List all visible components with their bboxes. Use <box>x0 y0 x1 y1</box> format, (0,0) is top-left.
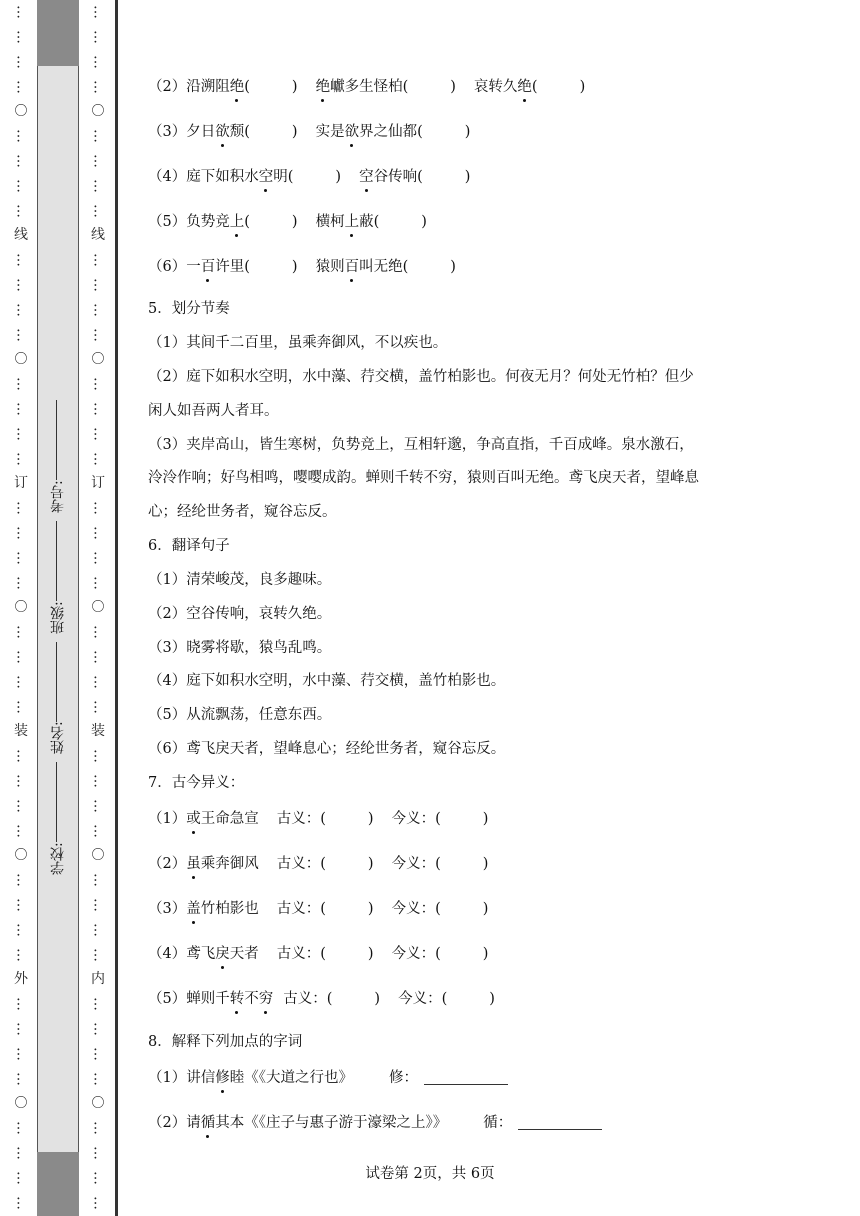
seal-dots: … <box>90 302 107 317</box>
seal-dots: … <box>13 674 30 689</box>
seal-dots: … <box>13 402 30 417</box>
seal-dots: … <box>13 253 30 268</box>
seal-dots: … <box>13 650 30 665</box>
seal-dots: … <box>13 302 30 317</box>
q6-line: （4）庭下如积水空明，水中藻、荇交横，盖竹柏影也。 <box>148 673 506 689</box>
seal-dots: … <box>90 278 107 293</box>
seal-dots: … <box>13 526 30 541</box>
seal-dots: … <box>90 749 107 764</box>
seal-circle-icon: 〇 <box>91 847 105 863</box>
emphasized-char: 百 <box>345 255 360 276</box>
emphasized-char: 绝 <box>316 75 331 96</box>
q5-line: 闲人如吾两人者耳。 <box>148 403 279 419</box>
seal-dots: … <box>13 749 30 764</box>
seal-dots: … <box>90 426 107 441</box>
seal-dots: … <box>13 1195 30 1210</box>
emphasized-char: 空 <box>359 165 374 186</box>
q5-line: （1）其间千二百里，虽乘奔御风，不以疾也。 <box>148 335 448 351</box>
seal-circle-icon: 〇 <box>91 352 105 368</box>
seal-dots: … <box>90 1121 107 1136</box>
binding-margin <box>0 0 118 1216</box>
q6-line: （2）空谷传响，哀转久绝。 <box>148 606 332 622</box>
q6-line: （3）晓雾将歇，猿鸟乱鸣。 <box>148 640 332 656</box>
seal-dots: … <box>13 898 30 913</box>
q5-title: 5．划分节奏 <box>148 301 230 317</box>
seal-dots: … <box>90 575 107 590</box>
emphasized-char: 循 <box>201 1111 216 1132</box>
seal-circle-icon: 〇 <box>14 847 28 863</box>
q7-item: （1）或王命急宣 古义：( ) 今义：( ) <box>148 807 488 828</box>
seal-dots: … <box>90 699 107 714</box>
seal-label: 订 <box>91 475 105 492</box>
binding-top-block <box>37 0 79 66</box>
q8-title: 8．解释下列加点的字词 <box>148 1034 303 1050</box>
page-footer: 试卷第 2页，共 6页 <box>365 1166 495 1182</box>
seal-dots: … <box>13 922 30 937</box>
seal-dots: … <box>90 625 107 640</box>
inner-seal-line <box>89 0 107 1216</box>
seal-dots: … <box>13 54 30 69</box>
seal-label: 装 <box>91 723 105 739</box>
seal-dots: … <box>13 1071 30 1086</box>
seal-dots: … <box>90 451 107 466</box>
q6-line: （5）从流飘荡，任意东西。 <box>148 707 332 723</box>
q6-title: 6．翻译句子 <box>148 538 230 554</box>
seal-dots: … <box>13 1046 30 1061</box>
seal-dots: … <box>13 1146 30 1161</box>
seal-dots: … <box>13 129 30 144</box>
seal-label: 线 <box>14 227 28 244</box>
seal-dots: … <box>13 5 30 20</box>
seal-label: 订 <box>14 475 28 492</box>
seal-circle-icon: 〇 <box>91 600 105 616</box>
q8-item: （1）讲信修睦《《大道之行也》 修： <box>148 1066 508 1087</box>
student-info-fields <box>44 355 72 875</box>
field-class: 班级: <box>48 521 68 634</box>
seal-dots: … <box>13 278 30 293</box>
emphasized-char: 上 <box>230 210 245 231</box>
seal-dots: … <box>90 253 107 268</box>
seal-dots: … <box>13 823 30 838</box>
seal-dots: … <box>90 129 107 144</box>
seal-dots: … <box>13 774 30 789</box>
q4-item: （2）沿溯阻绝( ) 绝巘多生怪柏( ) 哀转久绝( ) <box>148 75 585 96</box>
seal-circle-icon: 〇 <box>91 104 105 120</box>
emphasized-char: 空 <box>259 165 274 186</box>
field-exam-number: 考号: <box>48 400 68 513</box>
field-school: 学校: <box>48 762 68 875</box>
q6-line: （6）鸢飞戾天者，望峰息心；经纶世务者，窥谷忘反。 <box>148 741 506 757</box>
seal-dots: … <box>90 501 107 516</box>
seal-label: 内 <box>91 970 105 987</box>
seal-label: 装 <box>14 723 28 739</box>
outer-seal-line <box>12 0 30 1216</box>
q4-item: （6）一百许里( ) 猿则百叫无绝( ) <box>148 255 456 276</box>
seal-dots: … <box>90 54 107 69</box>
seal-circle-icon: 〇 <box>91 1095 105 1111</box>
q7-item: （2）虽乘奔御风 古义：( ) 今义：( ) <box>148 852 488 873</box>
emphasized-char: 转 <box>230 987 245 1008</box>
seal-dots: … <box>13 426 30 441</box>
seal-dots: … <box>13 1170 30 1185</box>
q4-item: （5）负势竞上( ) 横柯上蔽( ) <box>148 210 427 231</box>
seal-dots: … <box>13 30 30 45</box>
emphasized-char: 盖 <box>186 897 201 918</box>
emphasized-char: 修 <box>215 1066 230 1087</box>
q6-line: （1）清荣峻茂，良多趣味。 <box>148 572 332 588</box>
seal-dots: … <box>90 947 107 962</box>
emphasized-char: 或 <box>186 807 201 828</box>
seal-dots: … <box>90 922 107 937</box>
emphasized-char: 绝 <box>517 75 532 96</box>
q4-item: （3）夕日欲颓( ) 实是欲界之仙都( ) <box>148 120 470 141</box>
seal-dots: … <box>13 451 30 466</box>
seal-dots: … <box>13 699 30 714</box>
q4-item: （4）庭下如积水空明( ) 空谷传响( ) <box>148 165 470 186</box>
seal-dots: … <box>13 203 30 218</box>
seal-dots: … <box>90 327 107 342</box>
seal-dots: … <box>90 873 107 888</box>
seal-dots: … <box>90 1146 107 1161</box>
answer-underline[interactable] <box>424 1070 508 1085</box>
seal-dots: … <box>13 947 30 962</box>
seal-dots: … <box>90 1195 107 1210</box>
binding-border-line <box>115 0 118 1216</box>
seal-dots: … <box>90 674 107 689</box>
seal-dots: … <box>90 30 107 45</box>
q5-line: （3）夹岸高山，皆生寒树，负势竞上，互相轩邈，争高直指，千百成峰。泉水激石， <box>148 437 694 453</box>
seal-dots: … <box>90 377 107 392</box>
emphasized-char: 欲 <box>215 120 230 141</box>
seal-dots: … <box>90 823 107 838</box>
emphasized-char: 穷 <box>259 987 274 1008</box>
seal-dots: … <box>13 550 30 565</box>
seal-dots: … <box>13 501 30 516</box>
q8-item: （2）请循其本《《庄子与惠子游于濠梁之上》》 循： <box>148 1111 602 1132</box>
answer-underline[interactable] <box>518 1115 602 1130</box>
q5-line: 心；经纶世务者，窥谷忘反。 <box>148 504 337 520</box>
seal-dots: … <box>90 1046 107 1061</box>
seal-dots: … <box>90 402 107 417</box>
seal-dots: … <box>13 327 30 342</box>
emphasized-char: 百 <box>201 255 216 276</box>
seal-dots: … <box>13 1022 30 1037</box>
seal-dots: … <box>90 997 107 1012</box>
seal-circle-icon: 〇 <box>14 352 28 368</box>
seal-dots: … <box>90 526 107 541</box>
q7-title: 7．古今异义： <box>148 775 245 791</box>
seal-dots: … <box>90 203 107 218</box>
seal-circle-icon: 〇 <box>14 600 28 616</box>
q5-line: （2）庭下如积水空明，水中藻、荇交横，盖竹柏影也。何夜无月？何处无竹柏？但少 <box>148 369 694 385</box>
seal-dots: … <box>13 625 30 640</box>
q5-line: 泠泠作响；好鸟相鸣，嘤嘤成韵。蝉则千转不穷，猿则百叫无绝。鸢飞戾天者，望峰息 <box>148 470 699 486</box>
seal-dots: … <box>13 178 30 193</box>
seal-dots: … <box>13 997 30 1012</box>
emphasized-char: 绝 <box>230 75 245 96</box>
seal-dots: … <box>90 898 107 913</box>
seal-circle-icon: 〇 <box>14 1095 28 1111</box>
seal-label: 外 <box>14 970 28 987</box>
emphasized-char: 欲 <box>345 120 360 141</box>
emphasized-char: 虽 <box>186 852 201 873</box>
seal-dots: … <box>90 798 107 813</box>
emphasized-char: 上 <box>345 210 360 231</box>
field-name: 姓名: <box>48 642 68 755</box>
seal-dots: … <box>13 79 30 94</box>
emphasized-char: 戾 <box>215 942 230 963</box>
seal-dots: … <box>13 377 30 392</box>
seal-dots: … <box>13 154 30 169</box>
seal-dots: … <box>13 873 30 888</box>
seal-dots: … <box>90 154 107 169</box>
seal-label: 线 <box>91 227 105 244</box>
q7-item: （4）鸢飞戾天者 古义：( ) 今义：( ) <box>148 942 488 963</box>
seal-dots: … <box>90 774 107 789</box>
seal-dots: … <box>90 1170 107 1185</box>
seal-dots: … <box>13 1121 30 1136</box>
seal-dots: … <box>13 575 30 590</box>
seal-circle-icon: 〇 <box>14 104 28 120</box>
seal-dots: … <box>90 5 107 20</box>
seal-dots: … <box>13 798 30 813</box>
q7-item: （5）蝉则千转不穷 古义：( ) 今义：( ) <box>148 987 495 1008</box>
seal-dots: … <box>90 1022 107 1037</box>
seal-dots: … <box>90 550 107 565</box>
seal-dots: … <box>90 1071 107 1086</box>
seal-dots: … <box>90 178 107 193</box>
seal-dots: … <box>90 79 107 94</box>
q7-item: （3）盖竹柏影也 古义：( ) 今义：( ) <box>148 897 488 918</box>
seal-dots: … <box>90 650 107 665</box>
